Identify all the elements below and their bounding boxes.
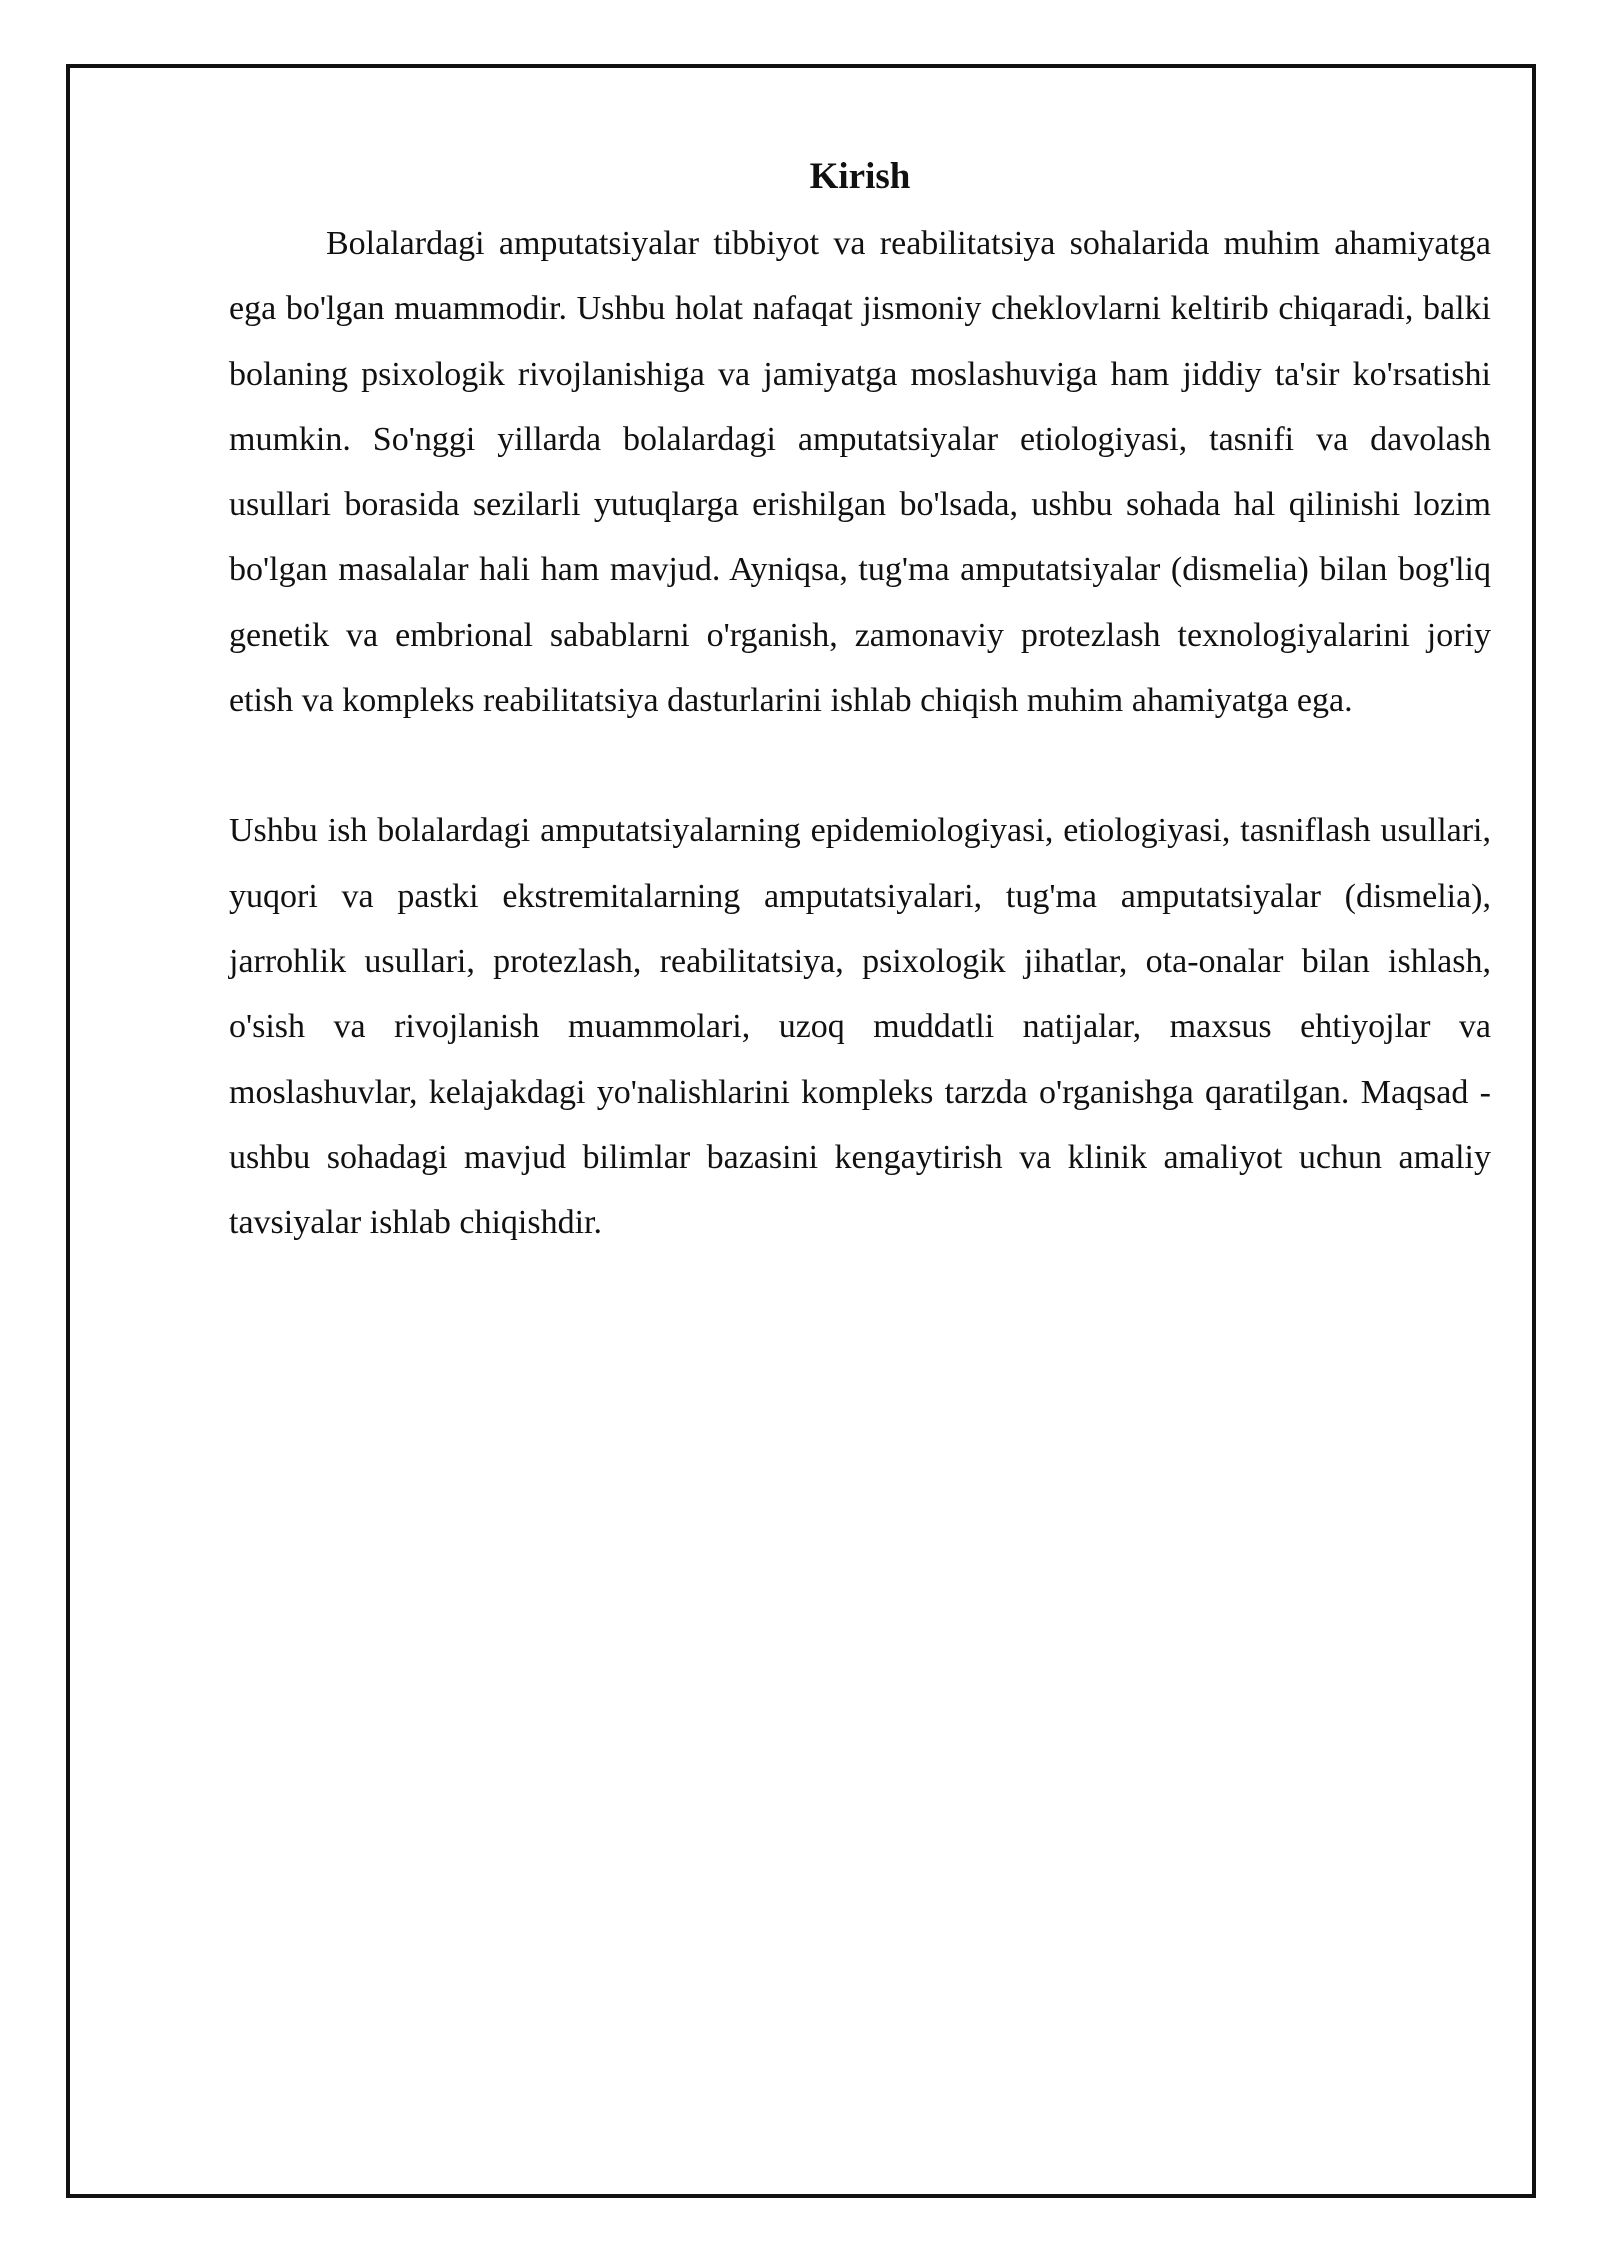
paragraph-intro: Bolalardagi amputatsiyalar tibbiyot va reabilitatsiya sohalarida muhim ahamiyatga ega bo'lgan muammodir. Ushbu holat nafaqat jismoniy cheklovlarni keltirib chiqaradi, balki bolaning psixologik rivojlanishiga va jamiyatga moslashuviga ham jiddiy ta'sir ko'rsatishi mumkin. So'nggi yillarda bolalardagi amputatsiyalar etiologiyasi, tasnifi va davolash usullari borasida sezilarli yutuqlarga erishilgan bo'lsada, ushbu sohada hal qilinishi lozim bo'lgan masalalar hali ham mavjud. Ayniqsa, tug'ma amputatsiyalar (dismelia) bilan bog'liq genetik va embrional sabablarni o'rganish, zamonaviy protezlash texnologiyalarini joriy etish va kompleks reabilitatsiya dasturlarini ishlab chiqish muhim ahamiyatga ega. — [229, 225, 1491, 720]
paragraph-spacer — [229, 733, 1491, 798]
document-body — [229, 150, 1491, 1255]
page-title: Kirish — [809, 156, 911, 197]
paragraph-aims: Ushbu ish bolalardagi amputatsiyalarning epidemiologiyasi, etiologiyasi, tasniflash usullari, yuqori va pastki ekstremitalarning amputatsiyalari, tug'ma amputatsiyalar (dismelia), jarrohlik usullari, protezlash, reabilitatsiya, psixologik jihatlar, ota-onalar bilan ishlash, o'sish va rivojlanish muammolari, uzoq muddatli natijalar, maxsus ehtiyojlar va moslashuvlar, kelajakdagi yo'nalishlarini kompleks tarzda o'rganishga qaratilgan. Maqsad - ushbu sohadagi mavjud bilimlar bazasini kengaytirish va klinik amaliyot uchun amaliy tavsiyalar ishlab chiqishdir. — [229, 812, 1491, 1242]
